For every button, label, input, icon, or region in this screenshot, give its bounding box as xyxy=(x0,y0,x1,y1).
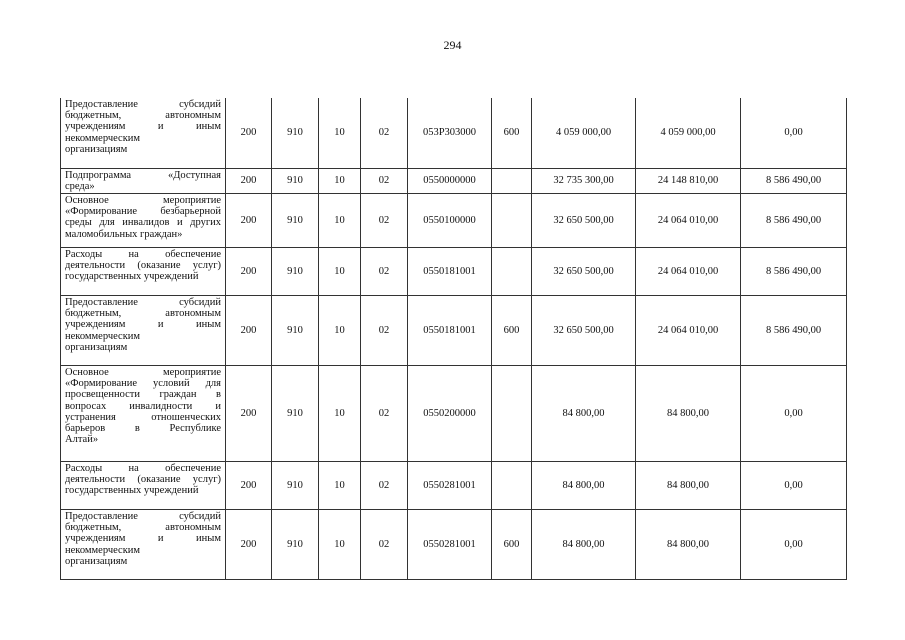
section-code-cell: 10 xyxy=(319,509,361,579)
description-line: Расходы на обеспечение xyxy=(65,462,221,474)
description-line: вопросах инвалидности и xyxy=(65,400,221,412)
amount-total-cell: 84 800,00 xyxy=(532,509,636,579)
table-body xyxy=(61,98,847,579)
table-row xyxy=(61,461,847,509)
admin-code-cell: 200 xyxy=(226,295,272,365)
description-line: некоммерческим xyxy=(65,330,141,342)
table-row xyxy=(61,168,847,193)
table-row xyxy=(61,295,847,365)
amount-regional-cell: 8 586 490,00 xyxy=(741,295,847,365)
ministry-code-cell: 910 xyxy=(272,461,319,509)
admin-code-cell: 200 xyxy=(226,168,272,193)
expense-type-cell xyxy=(492,461,532,509)
amount-federal-cell: 84 800,00 xyxy=(636,509,741,579)
description-cell xyxy=(61,365,226,461)
description-line: барьеров в Республике xyxy=(65,422,221,434)
ministry-code-cell: 910 xyxy=(272,98,319,168)
amount-regional-cell: 8 586 490,00 xyxy=(741,247,847,295)
target-article-cell: 053P303000 xyxy=(408,98,492,168)
ministry-code-cell: 910 xyxy=(272,193,319,247)
description-line: Основное мероприятие xyxy=(65,366,221,378)
description-line: организациям xyxy=(65,555,128,567)
description-line: организациям xyxy=(65,143,128,155)
section-code-cell: 10 xyxy=(319,365,361,461)
admin-code-cell: 200 xyxy=(226,193,272,247)
description-line: бюджетным, автономным xyxy=(65,110,221,122)
section-code-cell: 10 xyxy=(319,98,361,168)
description-cell xyxy=(61,509,226,579)
description-line: деятельности (оказание услуг) xyxy=(65,474,221,486)
table-row xyxy=(61,509,847,579)
description-line: среда» xyxy=(65,180,95,192)
target-article-cell: 0550281001 xyxy=(408,509,492,579)
description-line: учреждениям и иным xyxy=(65,319,221,331)
table-row xyxy=(61,193,847,247)
target-article-cell: 0550200000 xyxy=(408,365,492,461)
amount-federal-cell: 24 064 010,00 xyxy=(636,295,741,365)
description-line: учреждениям и иным xyxy=(65,121,221,133)
description-line: Предоставление субсидий xyxy=(65,296,221,308)
admin-code-cell: 200 xyxy=(226,247,272,295)
amount-regional-cell: 8 586 490,00 xyxy=(741,193,847,247)
ministry-code-cell: 910 xyxy=(272,295,319,365)
subsection-code-cell: 02 xyxy=(361,509,408,579)
amount-total-cell: 32 650 500,00 xyxy=(532,193,636,247)
description-line: среды для инвалидов и других xyxy=(65,217,221,229)
description-line: деятельности (оказание услуг) xyxy=(65,260,221,272)
admin-code-cell: 200 xyxy=(226,461,272,509)
description-cell xyxy=(61,98,226,168)
amount-regional-cell: 0,00 xyxy=(741,98,847,168)
amount-federal-cell: 24 064 010,00 xyxy=(636,193,741,247)
description-line: бюджетным, автономным xyxy=(65,308,221,320)
expense-type-cell xyxy=(492,193,532,247)
description-cell xyxy=(61,461,226,509)
table-row xyxy=(61,365,847,461)
amount-federal-cell: 84 800,00 xyxy=(636,461,741,509)
description-line: Подпрограмма «Доступная xyxy=(65,169,221,181)
amount-total-cell: 32 650 500,00 xyxy=(532,247,636,295)
target-article-cell: 0550100000 xyxy=(408,193,492,247)
subsection-code-cell: 02 xyxy=(361,247,408,295)
expense-type-cell: 600 xyxy=(492,509,532,579)
amount-total-cell: 84 800,00 xyxy=(532,461,636,509)
description-cell xyxy=(61,295,226,365)
table-row xyxy=(61,247,847,295)
description-line: Предоставление субсидий xyxy=(65,510,221,522)
amount-federal-cell: 4 059 000,00 xyxy=(636,98,741,168)
subsection-code-cell: 02 xyxy=(361,193,408,247)
amount-regional-cell: 0,00 xyxy=(741,509,847,579)
description-line: государственных учреждений xyxy=(65,271,199,283)
description-line: Расходы на обеспечение xyxy=(65,248,221,260)
expense-type-cell: 600 xyxy=(492,98,532,168)
section-code-cell: 10 xyxy=(319,461,361,509)
amount-federal-cell: 24 064 010,00 xyxy=(636,247,741,295)
expense-type-cell: 600 xyxy=(492,295,532,365)
ministry-code-cell: 910 xyxy=(272,365,319,461)
section-code-cell: 10 xyxy=(319,247,361,295)
description-line: организациям xyxy=(65,341,128,353)
section-code-cell: 10 xyxy=(319,168,361,193)
expense-type-cell xyxy=(492,168,532,193)
description-line: Основное мероприятие xyxy=(65,194,221,206)
ministry-code-cell: 910 xyxy=(272,247,319,295)
description-line: государственных учреждений xyxy=(65,485,199,497)
subsection-code-cell: 02 xyxy=(361,98,408,168)
description-line: «Формирование условий для xyxy=(65,378,221,390)
description-line: учреждениям и иным xyxy=(65,533,221,545)
admin-code-cell: 200 xyxy=(226,365,272,461)
description-cell xyxy=(61,168,226,193)
page-number: 294 xyxy=(443,38,462,52)
target-article-cell: 0550281001 xyxy=(408,461,492,509)
description-cell xyxy=(61,193,226,247)
section-code-cell: 10 xyxy=(319,295,361,365)
description-line: «Формирование безбарьерной xyxy=(65,206,221,218)
target-article-cell: 0550181001 xyxy=(408,295,492,365)
subsection-code-cell: 02 xyxy=(361,295,408,365)
subsection-code-cell: 02 xyxy=(361,461,408,509)
target-article-cell: 0550181001 xyxy=(408,247,492,295)
admin-code-cell: 200 xyxy=(226,98,272,168)
amount-federal-cell: 84 800,00 xyxy=(636,365,741,461)
subsection-code-cell: 02 xyxy=(361,168,408,193)
description-line: просвещенности граждан в xyxy=(65,389,221,401)
expense-type-cell xyxy=(492,247,532,295)
subsection-code-cell: 02 xyxy=(361,365,408,461)
description-line: Алтай» xyxy=(65,434,99,446)
description-line: устранения отношенческих xyxy=(65,411,221,423)
ministry-code-cell: 910 xyxy=(272,509,319,579)
section-code-cell: 10 xyxy=(319,193,361,247)
description-line: Предоставление субсидий xyxy=(65,99,221,110)
amount-regional-cell: 8 586 490,00 xyxy=(741,168,847,193)
description-line: маломобильных граждан» xyxy=(65,228,183,240)
description-line: некоммерческим xyxy=(65,132,141,144)
amount-federal-cell: 24 148 810,00 xyxy=(636,168,741,193)
amount-total-cell: 32 650 500,00 xyxy=(532,295,636,365)
amount-total-cell: 32 735 300,00 xyxy=(532,168,636,193)
expense-type-cell xyxy=(492,365,532,461)
amount-total-cell: 4 059 000,00 xyxy=(532,98,636,168)
target-article-cell: 0550000000 xyxy=(408,168,492,193)
description-cell xyxy=(61,247,226,295)
ministry-code-cell: 910 xyxy=(272,168,319,193)
description-line: бюджетным, автономным xyxy=(65,522,221,534)
description-line: некоммерческим xyxy=(65,544,141,556)
amount-regional-cell: 0,00 xyxy=(741,365,847,461)
amount-total-cell: 84 800,00 xyxy=(532,365,636,461)
budget-table xyxy=(60,98,847,580)
admin-code-cell: 200 xyxy=(226,509,272,579)
table-row xyxy=(61,98,847,168)
amount-regional-cell: 0,00 xyxy=(741,461,847,509)
